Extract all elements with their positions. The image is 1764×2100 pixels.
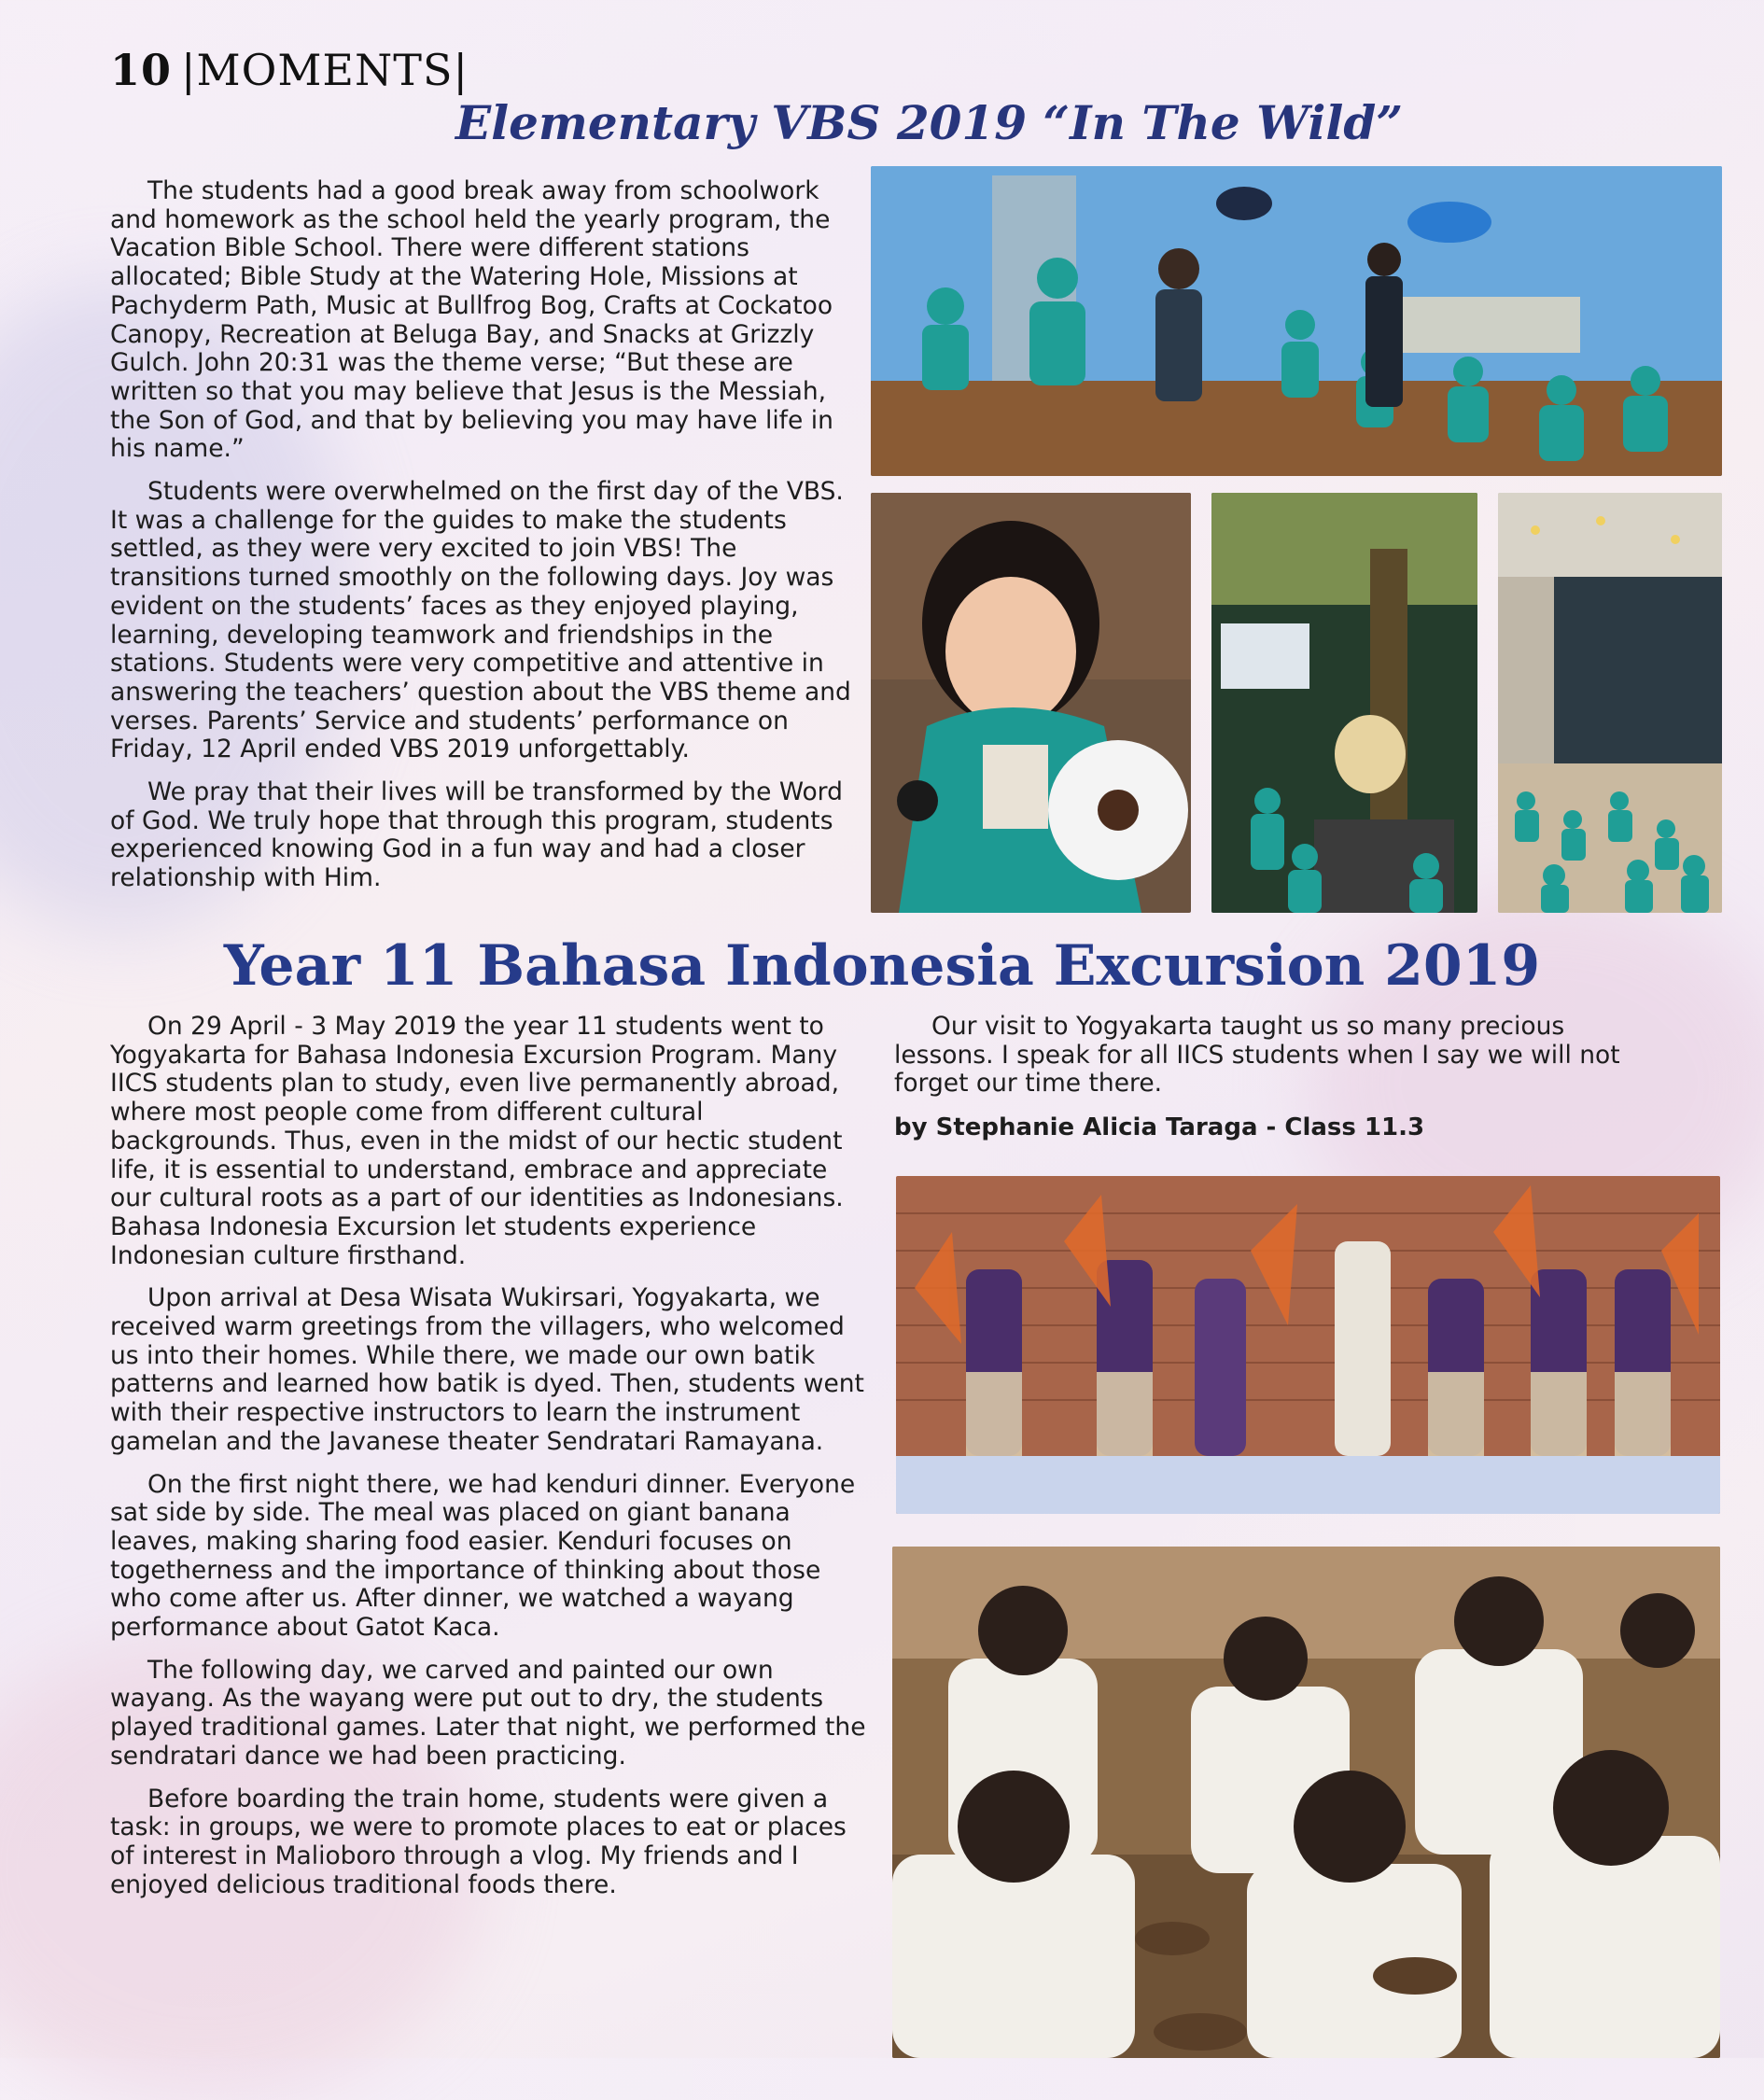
byline: by Stephanie Alicia Taraga - Class 11.3 xyxy=(894,1113,1425,1142)
article-title-excursion: Year 11 Bahasa Indonesia Excursion 2019 xyxy=(223,933,1541,999)
paragraph: The students had a good break away from schoolwork and homework as the school held the yearly program, the Vacation Bible School. There were different stations allocated; Bible Study at the Watering Hole, Missions at Pachyderm Path, Music at Bullfrog Bog, Crafts at Cockatoo Canopy, Recreation at Beluga Bay, and Snacks at Grizzly Gulch. John 20:31 was the theme verse; “But these are written so that you may believe that Jesus is the Messiah, the Son of God, and that by believing you may have life in his name.” xyxy=(110,176,833,464)
article-vbs-body xyxy=(110,177,857,907)
paragraph: On 29 April - 3 May 2019 the year 11 students went to Yogyakarta for Bahasa Indonesia Excursion Program. Many IICS students plan to study, even live permanently abroad, where most people come from different cultural backgrounds. Thus, even in the midst of our hectic student life, it is essential to understand, embrace and appreciate our cultural roots as a part of our identities as Indonesians. Bahasa Indonesia Excursion let students experience Indonesian culture firsthand. xyxy=(110,1012,844,1270)
page-number: 10 xyxy=(110,45,173,95)
paragraph: Our visit to Yogyakarta taught us so many precious lessons. I speak for all IICS students when I say we will not forget our time there. xyxy=(894,1012,1620,1099)
paragraph: Before boarding the train home, students were given a task: in groups, we were to promote places to eat or places of interest in Malioboro through a vlog. My friends and I enjoyed delicious traditional foods there. xyxy=(110,1784,847,1899)
paragraph: The following day, we carved and painted our own wayang. As the wayang were put out to dry, the students played traditional games. Later that night, we performed the sendratari dance we had been practicing. xyxy=(110,1655,866,1771)
paragraph: We pray that their lives will be transformed by the Word of God. We truly hope that through this program, students experienced knowing God in a fun way and had a closer relationship with Him. xyxy=(110,777,843,893)
photo-dance-performance xyxy=(896,1176,1720,1514)
paragraph: Students were overwhelmed on the first day of the VBS. It was a challenge for the guides to make the students settled, as they were very excited to join VBS! The transitions turned smoothly on the following days. Joy was evident on the students’ faces as they enjoyed playing, learning, developing teamwork and friendships in the stations. Students were very competitive and attentive in answering the teachers’ question about the VBS theme and verses. Parents’ Service and students’ performance on Friday, 12 April ended VBS 2019 unforgettably. xyxy=(110,477,851,764)
page-header xyxy=(110,45,469,95)
photo-wayang-carving xyxy=(892,1547,1720,2058)
section-label: |MOMENTS| xyxy=(181,45,469,95)
paragraph: Upon arrival at Desa Wisata Wukirsari, Yogyakarta, we received warm greetings from the villagers, who welcomed us into their homes. While there, we made our own batik patterns and learned how batik is dyed. Then, students went with their respective instructors to learn the instrument gamelan and the Javanese theater Sendratari Ramayana. xyxy=(110,1283,864,1456)
photo-vbs-hall xyxy=(1498,493,1722,913)
photo-vbs-girl xyxy=(871,493,1191,913)
photo-vbs-classroom xyxy=(871,166,1722,476)
article-excursion-left-column xyxy=(110,1013,866,1913)
photo-vbs-forest-stage xyxy=(1211,493,1477,913)
article-title-vbs: Elementary VBS 2019 “In The Wild” xyxy=(455,95,1404,150)
article-excursion-right-column xyxy=(894,1013,1622,1156)
paragraph: On the first night there, we had kenduri dinner. Everyone sat side by side. The meal was placed on giant banana leaves, making sharing food easier. Kenduri focuses on togetherness and the importance of thinking about those who come after us. After dinner, we watched a wayang performance about Gatot Kaca. xyxy=(110,1469,856,1643)
